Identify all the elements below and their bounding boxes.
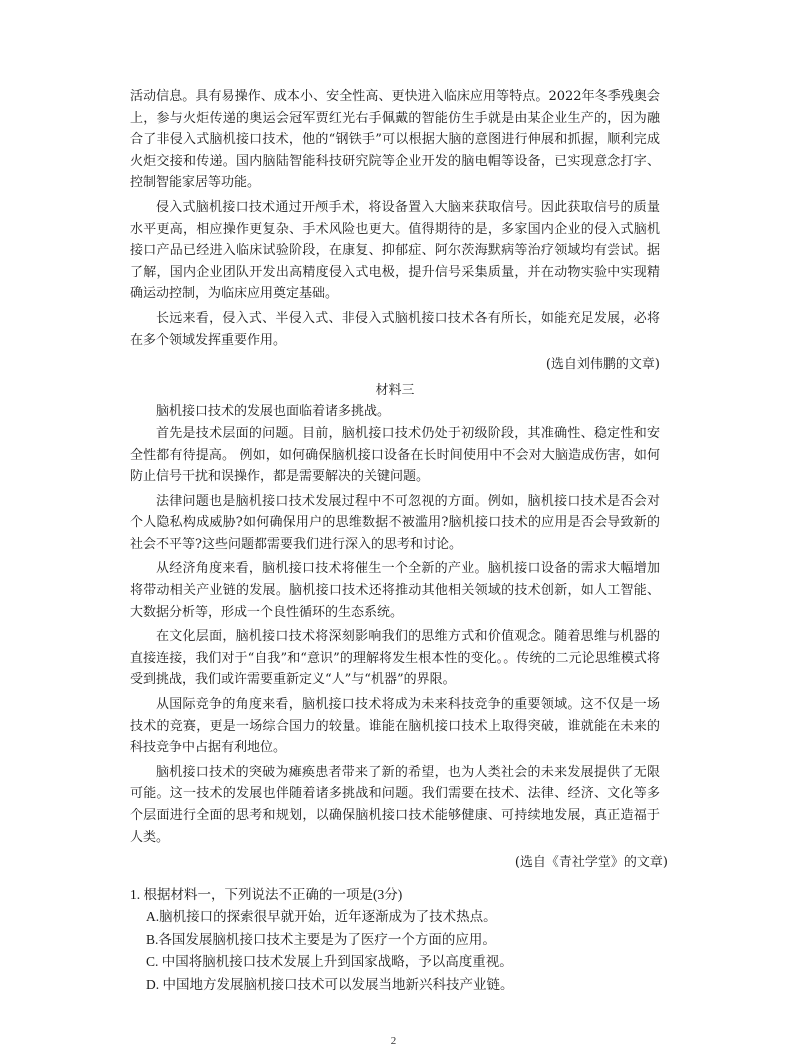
section-title-material-3: 材料三 (375, 382, 415, 398)
document-body (130, 86, 668, 997)
question-stem: 1. 根据材料一，下列说法不正确的一项是(3分) (130, 886, 403, 902)
option-d: D. 中国地方发展脑机接口技术可以发展当地新兴科技产业链。 (146, 977, 514, 993)
paragraph-continued: 活动信息。具有易操作、成本小、安全性高、更快进入临床应用等特点。2022年冬季残奥会上，参与火炬传递的奥运会冠军贾红光右手佩戴的智能仿生手就是由某企业生产的，因为融合了非侵入式脑机接口技术，他的“钢铁手”可以根据大脑的意图进行伸展和抓握，顺利完成火炬交接和传递。国内脑陆智能科技研究院等企业开发的脑电帽等设备，已实现意念打字、控制智能家居等功能。 (130, 89, 660, 191)
source-citation-1: (选自刘伟鹏的文章) (545, 357, 660, 373)
material3-legal: 法律问题也是脑机接口技术发展过程中不可忽视的方面。例如，脑机接口技术是否会对个人隐私构成威胁?如何确保用户的思维数据不被滥用?脑机接口技术的应用是否会导致新的社会不平等?这些问题都需要我们进行深入的思考和讨论。 (130, 493, 660, 552)
option-c: C. 中国将脑机接口技术发展上升到国家战略，予以高度重视。 (146, 954, 513, 970)
paragraph-invasive: 侵入式脑机接口技术通过开颅手术，将设备置入大脑来获取信号。因此获取信号的质量水平更高，相应操作更复杂、手术风险也更大。值得期待的是，多家国内企业的侵入式脑机接口产品已经进入临床试验阶段，在康复、抑郁症、阿尔茨海默病等治疗领域均有尝试。据了解，国内企业团队开发出高精度侵入式电极，提升信号采集质量，并在动物实验中实现精确运动控制，为临床应用奠定基础。 (130, 199, 660, 302)
option-a: A.脑机接口的探索很早就开始，近年逐渐成为了技术热点。 (146, 908, 497, 924)
material3-economic: 从经济角度来看，脑机接口技术将催生一个全新的产业。脑机接口设备的需求大幅增加将带动相关产业链的发展。脑机接口技术还将推动其他相关领域的技术创新，如人工智能、大数据分析等，形成一个良性循环的生态系统。 (130, 561, 660, 620)
source-citation-2: (选自《青社学堂》的文章) (514, 855, 668, 871)
material3-technical: 首先是技术层面的问题。目前，脑机接口技术仍处于初级阶段，其准确性、稳定性和安全性都有待提高。 例如，如何确保脑机接口设备在长时间使用中不会对大脑造成伤害，如何防止信号干扰和误操作，都是需要解决的关键问题。 (130, 425, 660, 485)
paragraph-long-term: 长远来看，侵入式、半侵入式、非侵入式脑机接口技术各有所长，如能充足发展，必将在多个领域发挥重要作用。 (130, 310, 660, 348)
material3-international: 从国际竞争的角度来看，脑机接口技术将成为未来科技竞争的重要领域。这不仅是一场技术的竞赛，更是一场综合国力的较量。谁能在脑机接口技术上取得突破，谁就能在未来的科技竞争中占据有利地位。 (130, 697, 660, 756)
material3-cultural: 在文化层面，脑机接口技术将深刻影响我们的思维方式和价值观念。随着思维与机器的直接连接，我们对于“自我”和“意识”的理解将发生根本性的变化。。传统的二元论思维模式将受到挑战，我们或许需要重新定义“人”与“机器”的界限。 (130, 629, 660, 688)
page-number: 2 (390, 1035, 397, 1047)
material3-intro: 脑机接口技术的发展也面临着诸多挑战。 (156, 404, 391, 420)
option-b: B.各国发展脑机接口技术主要是为了医疗一个方面的应用。 (146, 931, 496, 947)
material3-conclusion: 脑机接口技术的突破为瘫痪患者带来了新的希望，也为人类社会的未来发展提供了无限可能。这一技术的发展也伴随着诸多挑战和问题。我们需要在技术、法律、经济、文化等多个层面进行全面的思考和规划，以确保脑机接口技术能够健康、可持续地发展，真正造福于人类。 (130, 764, 660, 845)
